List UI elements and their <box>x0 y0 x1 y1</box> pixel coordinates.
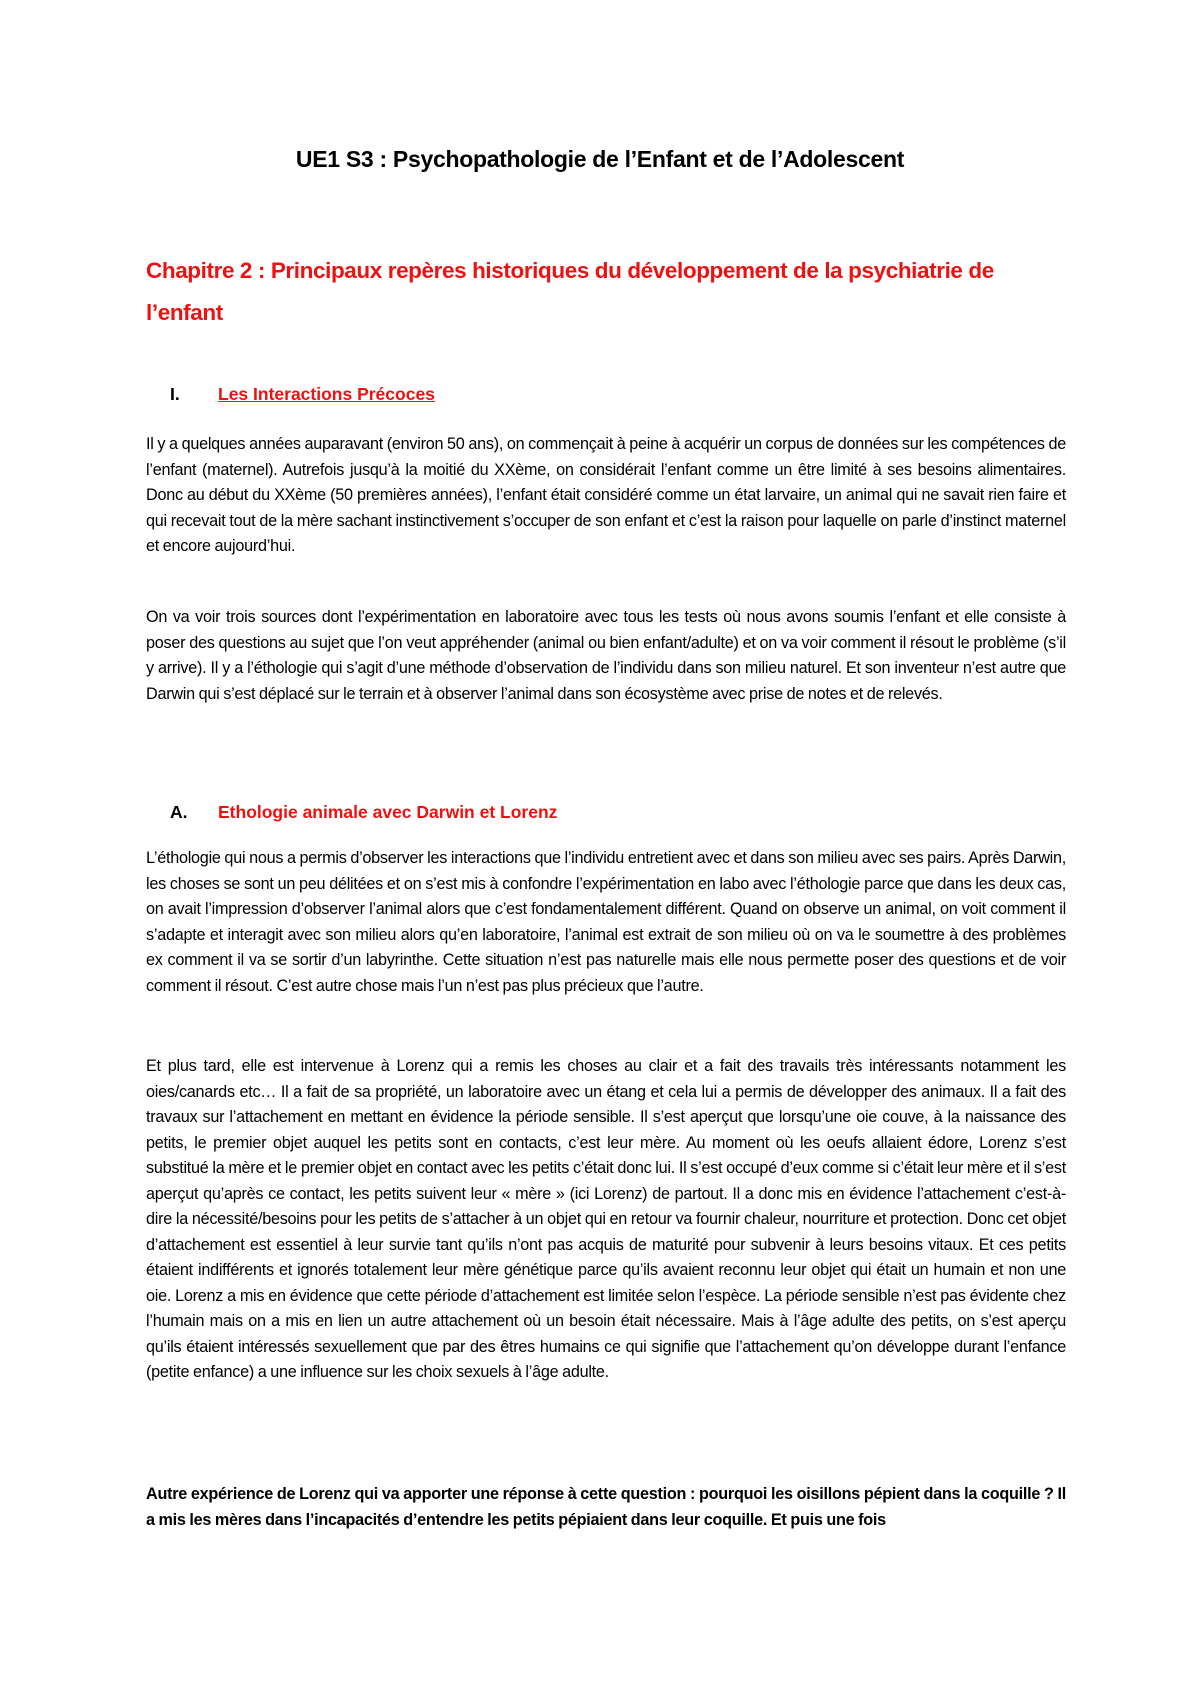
document-title: UE1 S3 : Psychopathologie de l’Enfant et de l’Adolescent <box>295 146 905 172</box>
section-label: Ethologie animale avec Darwin et Lorenz <box>218 802 558 822</box>
section-heading-interactions <box>170 384 435 405</box>
section-number: A. <box>170 802 188 822</box>
section-number: I. <box>170 384 180 404</box>
paragraph: Il y a quelques années auparavant (environ 50 ans), on commençait à peine à acquérir un corpus de données sur les compétences de l’enfant (maternel). Autrefois jusqu’à la moitié du XXème, on considérait l’enfant comme un être limité à ses besoins alimentaires. Donc au début du XXème (50 premières années), l’enfant était considéré comme un état larvaire, un animal qui ne savait rien faire et qui recevait tout de la mère sachant instinctivement s’occuper de son enfant et c’est la raison pour laquelle on parle d’instinct maternel et encore aujourd’hui. <box>146 435 1066 555</box>
paragraph: Et plus tard, elle est intervenue à Lorenz qui a remis les choses au clair et a fait des travails très intéressants notamment les oies/canards etc… Il a fait de sa propriété, un laboratoire avec un étang et cela lui a permis de développer des animaux. Il a fait des travaux sur l’attachement en mettant en évidence la période sensible. Il s’est aperçut que lorsqu’une oie couve, à la naissance des petits, le premier objet auquel les petits sont en contacts, c’est leur mère. Au moment où les oeufs allaient édore, Lorenz s’est substitué la mère et le premier objet en contact avec les petits c’était donc lui. Il s’est occupé d’eux comme si c’était leur mère et il s’est aperçut qu’après ce contact, les petits suivent leur « mère » (ici Lorenz) de partout. Il a donc mis en évidence l’attachement c’est-à-dire la nécessité/besoins pour les petits de s’attacher à un objet qui en retour va fournir chaleur, nourriture et protection. Donc cet objet d’attachement est essentiel à leur survie tant qu’ils n’ont pas acquis de maturité pour subvenir à leurs besoins vitaux. Et ces petits étaient indifférents et ignorés totalement leur mère génétique parce qu’ils avaient reconnu leur objet qui était un humain et non une oie. Lorenz a mis en évidence que cette période d’attachement est limitée selon l’espèce. La période sensible n’est pas évidente chez l’humain mais on a mis en lien un autre attachement où un besoin était nécessaire. Mais à l’âge adulte des petits, on s’est aperçu qu’ils étaient intéressés sexuellement que par des êtres humains ce qui signifie que l’attachement qu’on développe durant l’enfance (petite enfance) a une influence sur les choix sexuels à l’âge adulte. <box>146 1057 1066 1381</box>
paragraph: L’éthologie qui nous a permis d’observer les interactions que l’individu entretient avec et dans son milieu avec ses pairs. Après Darwin, les choses se sont un peu délitées et on s’est mis à confondre l’expérimentation en labo avec l’éthologie parce que dans les deux cas, on avait l’impression d’observer l’animal alors que c’est fondamentalement différent. Quand on observe un animal, on voit comment il s’adapte et interagit avec son milieu alors qu’en laboratoire, l’animal est extrait de son milieu où on va le soumettre à des problèmes ex comment il va se sortir d’un labyrinthe. Cette situation n’est pas naturelle mais elle nous permette poser des questions et de voir comment il résout. C’est autre chose mais l’un n’est pas plus précieux que l’autre. <box>146 849 1066 995</box>
chapter-title: Chapitre 2 : Principaux repères historiques du développement de la psychiatrie de l’enfant <box>146 258 994 325</box>
paragraph: Autre expérience de Lorenz qui va apporter une réponse à cette question : pourquoi les oisillons pépient dans la coquille ? Il a mis les mères dans l’incapacités d’entendre les petits pépiaient dans leur coquille. Et puis une fois <box>146 1485 1066 1529</box>
section-heading-ethologie <box>170 802 557 823</box>
section-label: Les Interactions Précoces <box>218 384 435 404</box>
paragraph: On va voir trois sources dont l’expérimentation en laboratoire avec tous les tests où nous avons soumis l’enfant et elle consiste à poser des questions au sujet que l’on veut appréhender (animal ou bien enfant/adulte) et on va voir comment il résout le problème (s’il y arrive). Il y a l’éthologie qui s’agit d’une méthode d’observation de l’individu dans son milieu naturel. Et son inventeur n’est autre que Darwin qui s’est déplacé sur le terrain et à observer l’animal dans son écosystème avec prise de notes et de relevés. <box>146 608 1066 703</box>
